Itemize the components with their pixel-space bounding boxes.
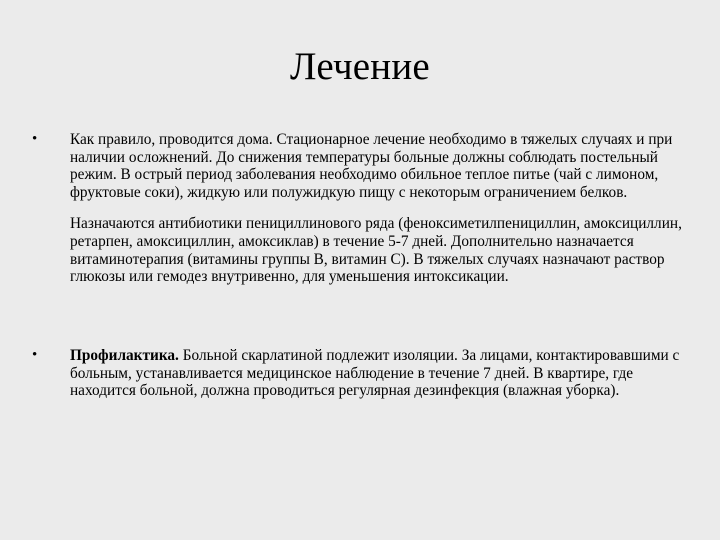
prevention-heading: Профилактика. (70, 347, 179, 364)
treatment-paragraph-1: Как правило, проводится дома. Стационарное лечение необходимо в тяжелых случаях и при наличии осложнений. До снижения температуры больные должны соблюдать постельный режим. В острый период заболевания необходимо обильное теплое питье (чай с лимоном, фруктовые соки), жидкую или полужидкую пищу с некоторым ограничением белков. (70, 131, 673, 201)
bullet-item-treatment (32, 131, 682, 286)
prevention-text: Больной скарлатиной подлежит изоляции. За лицами, контактировавшими с больным, устанавливается медицинское наблюдение в течение 7 дней. В квартире, где находится больной, должна проводиться регулярная дезинфекция (влажная уборка). (70, 347, 680, 400)
bullet-item-prevention (32, 347, 682, 400)
bullet-marker: • (32, 347, 38, 363)
treatment-paragraph-2: Назначаются антибиотики пенициллинового ряда (феноксиметилпенициллин, амоксициллин, ретарпен, амоксициллин, амоксиклав) в течение 5-7 дней. Дополнительно назначается витаминотерапия (витамины группы В, витамин С). В тяжелых случаях назначают раствор глюкозы или гемодез внутривенно, для уменьшения интоксикации. (70, 215, 682, 286)
bullet-marker: • (32, 131, 38, 147)
slide-title: Лечение (290, 45, 430, 88)
prevention-paragraph (70, 347, 682, 400)
